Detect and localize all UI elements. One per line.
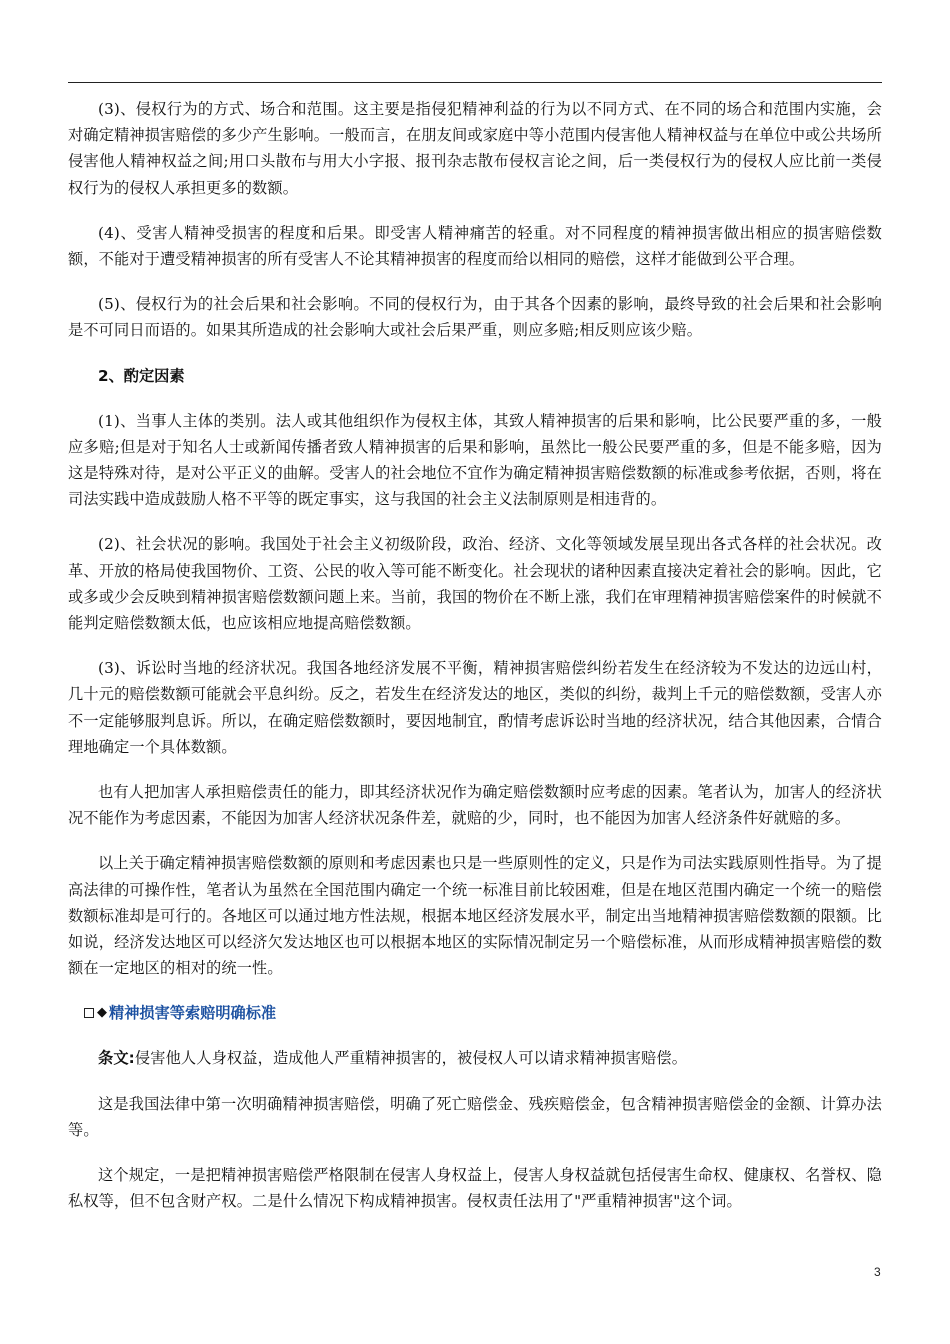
paragraph: (4)、受害人精神受损害的程度和后果。即受害人精神痛苦的轻重。对不同程度的精神损害做出相应的损害赔偿数额，不能对于遭受精神损害的所有受害人不论其精神损害的程度而给以相同的赔偿，这样才能做到公平合理。 (68, 223, 882, 269)
section-title (84, 1000, 882, 1026)
paragraph: 这个规定，一是把精神损害赔偿严格限制在侵害人身权益上，侵害人身权益就包括侵害生命权、健康权、名誉权、隐私权等，但不包含财产权。二是什么情况下构成精神损害。侵权责任法用了"严重精神损害"这个词。 (68, 1166, 882, 1211)
diamond-icon: ◆ (97, 1005, 107, 1021)
paragraph: 以上关于确定精神损害赔偿数额的原则和考虑因素也只是一些原则性的定义，只是作为司法实践原则性指导。为了提高法律的可操作性，笔者认为虽然在全国范围内确定一个统一标准目前比较困难，但是在地区范围内确定一个统一的赔偿数额标准却是可行的。各地区可以通过地方性法规，根据本地区经济发展水平，制定出当地精神损害赔偿数额的限额。比如说，经济发达地区可以经济欠发达地区也可以根据本地区的实际情况制定另一个赔偿标准，从而形成精神损害赔偿的数额在一定地区的相对的统一性。 (68, 854, 882, 978)
paragraph: (5)、侵权行为的社会后果和社会影响。不同的侵权行为，由于其各个因素的影响，最终导致的社会后果和社会影响是不可同日而语的。如果其所造成的社会影响大或社会后果严重，则应多赔;相反则应该少赔。 (68, 295, 882, 340)
paragraph: (2)、社会状况的影响。我国处于社会主义初级阶段，政治、经济、文化等领域发展呈现出各式各样的社会状况。改革、开放的格局使我国物价、工资、公民的收入等可能不断变化。社会现状的诸种因素直接决定着社会的影响。因此，它或多或少会反映到精神损害赔偿数额问题上来。当前，我国的物价在不断上涨，我们在审理精神损害赔偿案件的时候就不能判定赔偿数额太低，也应该相应地提高赔偿数额。 (68, 535, 882, 633)
paragraph: 也有人把加害人承担赔偿责任的能力，即其经济状况作为确定赔偿数额时应考虑的因素。笔者认为，加害人的经济状况不能作为考虑因素，不能因为加害人经济状况条件差，就赔的少，同时，也不能因为加害人经济条件好就赔的多。 (68, 783, 882, 828)
article-paragraph (68, 1045, 882, 1071)
paragraph: (3)、诉讼时当地的经济状况。我国各地经济发展不平衡，精神损害赔偿纠纷若发生在经济较为不发达的边远山村，几十元的赔偿数额可能就会平息纠纷。反之，若发生在经济发达的地区，类似的纠纷，裁判上千元的赔偿数额，受害人亦不一定能够服判息诉。所以，在确定赔偿数额时，要因地制宜，酌情考虑诉讼时当地的经济状况，结合其他因素，合情合理地确定一个具体数额。 (68, 659, 882, 756)
section-heading: 2、酌定因素 (98, 366, 185, 385)
header-rule (68, 82, 882, 83)
section-title-text: 精神损害等索赔明确标准 (109, 1004, 277, 1023)
paragraph: 这是我国法律中第一次明确精神损害赔偿，明确了死亡赔偿金、残疾赔偿金，包含精神损害赔偿金的金额、计算办法等。 (68, 1094, 882, 1139)
checkbox-icon (84, 1008, 94, 1018)
paragraph: (1)、当事人主体的类别。法人或其他组织作为侵权主体，其致人精神损害的后果和影响，比公民要严重的多，一般应多赔;但是对于知名人士或新闻传播者致人精神损害的后果和影响，虽然比一般公民要严重的多，但是不能多赔，因为这是特殊对待，是对公平正义的曲解。受害人的社会地位不宜作为确定精神损害赔偿数额的标准或参考依据，否则，将在司法实践中造成鼓励人格不平等的既定事实，这与我国的社会主义法制原则是相违背的。 (68, 411, 882, 509)
article-text: 侵害他人人身权益，造成他人严重精神损害的，被侵权人可以请求精神损害赔偿。 (134, 1049, 688, 1068)
document-body (68, 96, 882, 1234)
article-label: 条文: (98, 1049, 135, 1068)
paragraph: (3)、侵权行为的方式、场合和范围。这主要是指侵犯精神利益的行为以不同方式、在不同的场合和范围内实施，会对确定精神损害赔偿的多少产生影响。一般而言，在朋友间或家庭中等小范围内侵害他人精神权益与在单位中或公共场所侵害他人精神权益之间;用口头散布与用大小字报、报刊杂志散布侵权言论之间，后一类侵权行为的侵权人应比前一类侵权行为的侵权人承担更多的数额。 (68, 100, 882, 197)
page-number: 3 (874, 1265, 881, 1279)
